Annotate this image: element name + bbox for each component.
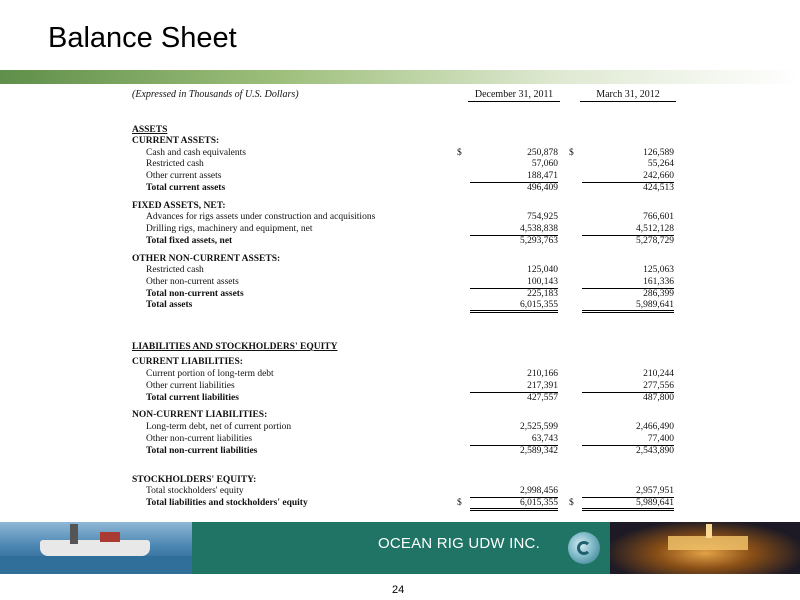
dollar-sign: $: [569, 498, 574, 508]
page-number: 24: [392, 584, 405, 596]
dollar-sign: $: [457, 498, 462, 508]
column-header-dec-2011: December 31, 2011: [474, 89, 554, 100]
rig-photo: [610, 522, 800, 574]
company-name: OCEAN RIG UDW INC.: [378, 535, 540, 552]
ship-photo: [0, 522, 192, 574]
dollar-sign: $: [569, 148, 574, 158]
column-header-rule: [468, 101, 560, 102]
column-header-rule: [580, 101, 676, 102]
currency-note: (Expressed in Thousands of U.S. Dollars): [132, 89, 299, 100]
column-header-mar-2012: March 31, 2012: [596, 89, 660, 100]
title-gradient-bar: [0, 70, 800, 84]
company-logo-icon: [568, 532, 600, 564]
page-title: Balance Sheet: [48, 22, 237, 54]
footer-banner: [0, 522, 800, 574]
dollar-sign: $: [457, 148, 462, 158]
